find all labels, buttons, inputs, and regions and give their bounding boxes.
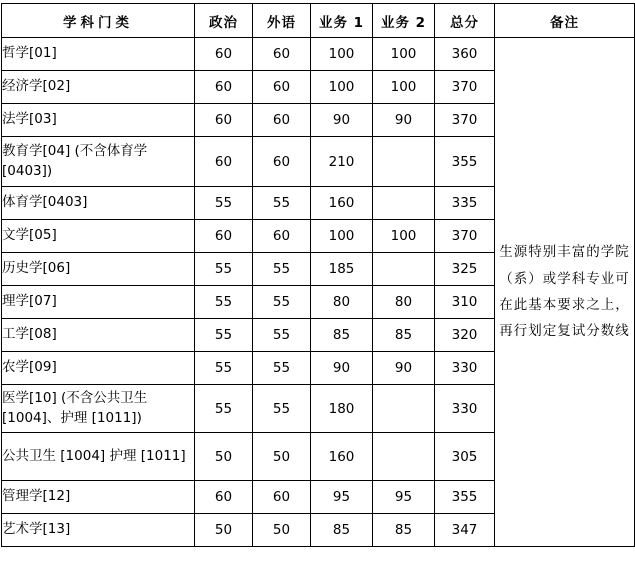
cell-subject: 理学[07] — [2, 286, 195, 319]
cell-foreign: 50 — [253, 433, 311, 481]
cell-business-1: 160 — [311, 187, 373, 220]
cell-politics: 55 — [195, 253, 253, 286]
cell-politics: 60 — [195, 220, 253, 253]
column-header-politics: 政治 — [195, 4, 253, 38]
cell-politics: 60 — [195, 137, 253, 187]
table-row — [2, 38, 635, 71]
cell-subject: 历史学[06] — [2, 253, 195, 286]
cell-foreign: 55 — [253, 352, 311, 385]
cell-total: 305 — [435, 433, 495, 481]
cell-politics: 60 — [195, 104, 253, 137]
remark-text: 生源特别丰富的学院（系）或学科专业可在此基本要求之上，再行划定复试分数线 — [499, 244, 630, 340]
cell-business-1: 185 — [311, 253, 373, 286]
cell-total: 320 — [435, 319, 495, 352]
cell-politics: 50 — [195, 514, 253, 547]
cell-subject: 工学[08] — [2, 319, 195, 352]
cell-business-2 — [373, 385, 435, 433]
cell-business-1: 100 — [311, 38, 373, 71]
cell-foreign: 55 — [253, 187, 311, 220]
cell-business-2: 95 — [373, 481, 435, 514]
cell-foreign: 55 — [253, 319, 311, 352]
cell-foreign: 60 — [253, 104, 311, 137]
cell-subject: 经济学[02] — [2, 71, 195, 104]
cell-business-1: 95 — [311, 481, 373, 514]
column-header-foreign-language: 外语 — [253, 4, 311, 38]
cell-politics: 55 — [195, 352, 253, 385]
cell-total: 335 — [435, 187, 495, 220]
cell-subject: 哲学[01] — [2, 38, 195, 71]
cell-business-2 — [373, 187, 435, 220]
cell-business-2 — [373, 137, 435, 187]
cell-subject: 教育学[04] (不含体育学[0403]) — [2, 137, 195, 187]
cell-business-1: 100 — [311, 220, 373, 253]
cell-business-1: 85 — [311, 319, 373, 352]
cell-total: 355 — [435, 137, 495, 187]
cell-politics: 55 — [195, 187, 253, 220]
cell-subject: 法学[03] — [2, 104, 195, 137]
column-header-business-1: 业务 1 — [311, 4, 373, 38]
cell-subject: 公共卫生 [1004] 护理 [1011] — [2, 433, 195, 481]
cell-total: 370 — [435, 220, 495, 253]
cell-total: 310 — [435, 286, 495, 319]
cell-politics: 55 — [195, 319, 253, 352]
cell-total: 370 — [435, 104, 495, 137]
cell-business-2: 90 — [373, 352, 435, 385]
cell-business-1: 210 — [311, 137, 373, 187]
column-header-remark: 备注 — [495, 4, 635, 38]
column-header-subject: 学科门类 — [2, 4, 195, 38]
cell-business-2: 100 — [373, 220, 435, 253]
cell-subject: 农学[09] — [2, 352, 195, 385]
column-header-total: 总分 — [435, 4, 495, 38]
cell-total: 360 — [435, 38, 495, 71]
cell-total: 355 — [435, 481, 495, 514]
cell-business-2: 100 — [373, 71, 435, 104]
cell-foreign: 55 — [253, 385, 311, 433]
cell-politics: 55 — [195, 385, 253, 433]
cell-business-1: 90 — [311, 352, 373, 385]
cell-business-1: 180 — [311, 385, 373, 433]
cell-foreign: 50 — [253, 514, 311, 547]
cell-foreign: 60 — [253, 71, 311, 104]
cell-business-1: 80 — [311, 286, 373, 319]
score-requirements-table — [1, 3, 635, 547]
cell-total: 325 — [435, 253, 495, 286]
cell-business-1: 85 — [311, 514, 373, 547]
cell-subject: 文学[05] — [2, 220, 195, 253]
cell-total: 330 — [435, 385, 495, 433]
cell-subject: 医学[10] (不含公共卫生[1004]、护理 [1011]) — [2, 385, 195, 433]
cell-business-2: 80 — [373, 286, 435, 319]
table-header-row — [2, 4, 635, 38]
cell-politics: 60 — [195, 481, 253, 514]
cell-business-1: 100 — [311, 71, 373, 104]
cell-total: 330 — [435, 352, 495, 385]
cell-business-2: 85 — [373, 319, 435, 352]
cell-business-2 — [373, 253, 435, 286]
cell-subject: 艺术学[13] — [2, 514, 195, 547]
cell-politics: 60 — [195, 38, 253, 71]
cell-subject: 管理学[12] — [2, 481, 195, 514]
cell-business-1: 90 — [311, 104, 373, 137]
cell-total: 347 — [435, 514, 495, 547]
cell-foreign: 60 — [253, 137, 311, 187]
cell-foreign: 55 — [253, 253, 311, 286]
cell-business-2 — [373, 433, 435, 481]
cell-foreign: 55 — [253, 286, 311, 319]
cell-politics: 55 — [195, 286, 253, 319]
cell-total: 370 — [435, 71, 495, 104]
cell-remark — [495, 38, 635, 547]
column-header-business-2: 业务 2 — [373, 4, 435, 38]
cell-foreign: 60 — [253, 481, 311, 514]
cell-politics: 60 — [195, 71, 253, 104]
cell-foreign: 60 — [253, 38, 311, 71]
cell-business-2: 90 — [373, 104, 435, 137]
cell-subject: 体育学[0403] — [2, 187, 195, 220]
cell-foreign: 60 — [253, 220, 311, 253]
cell-business-2: 100 — [373, 38, 435, 71]
cell-business-2: 85 — [373, 514, 435, 547]
cell-business-1: 160 — [311, 433, 373, 481]
cell-politics: 50 — [195, 433, 253, 481]
